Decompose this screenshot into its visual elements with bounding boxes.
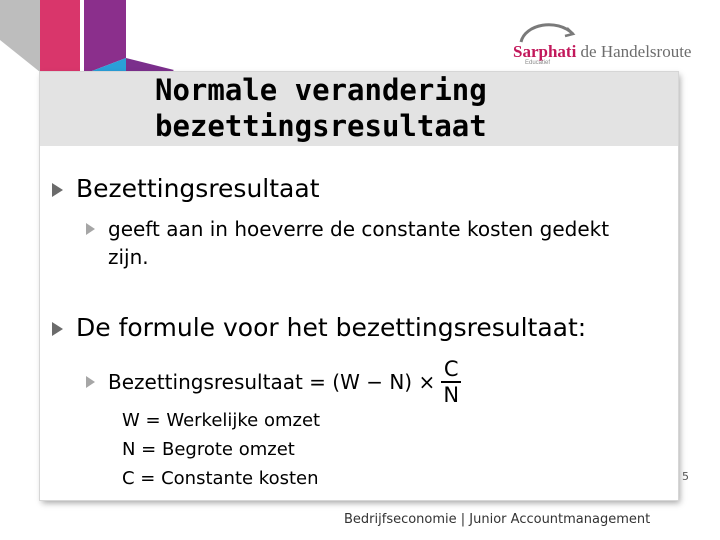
bullet-2-text: De formule voor het bezettingsresultaat: bbox=[76, 313, 587, 342]
slide-title bbox=[155, 72, 665, 144]
formula-denominator: N bbox=[443, 383, 460, 407]
bullet-1-sub-text: geeft aan in hoeverre de constante kosten gedekt zijn. bbox=[108, 217, 610, 269]
swoosh-icon bbox=[517, 18, 577, 44]
title-line-1: Normale verandering bbox=[155, 73, 487, 107]
gray-shape bbox=[0, 0, 40, 72]
formula-numerator: C bbox=[443, 357, 459, 381]
definition-w: W = Werkelijke omzet bbox=[122, 410, 321, 431]
definition-c: C = Constante kosten bbox=[122, 468, 319, 489]
page-number: 5 bbox=[682, 470, 689, 483]
bullet-arrow-icon bbox=[52, 322, 63, 336]
brand-name-part2: de Handelsroute bbox=[580, 42, 692, 61]
sub-bullet-arrow-icon bbox=[86, 376, 95, 388]
bullet-1-text: Bezettingsresultaat bbox=[76, 174, 320, 203]
magenta-shape bbox=[40, 0, 80, 72]
title-line-2: bezettingsresultaat bbox=[155, 109, 487, 143]
footer-text: Bedrijfseconomie | Junior Accountmanagement bbox=[344, 512, 651, 527]
formula bbox=[108, 356, 461, 408]
brand-name bbox=[513, 42, 691, 62]
sub-bullet-arrow-icon bbox=[86, 223, 95, 235]
brand-subtitle: Educatief bbox=[525, 60, 551, 66]
definition-n: N = Begrote omzet bbox=[122, 439, 295, 460]
bullet-arrow-icon bbox=[52, 183, 63, 197]
brand-name-part1: Sarphati bbox=[513, 42, 577, 61]
brand-logo bbox=[503, 18, 692, 68]
formula-lhs: Bezettingsresultaat = (W − N) × bbox=[108, 370, 436, 394]
formula-fraction bbox=[441, 358, 461, 406]
